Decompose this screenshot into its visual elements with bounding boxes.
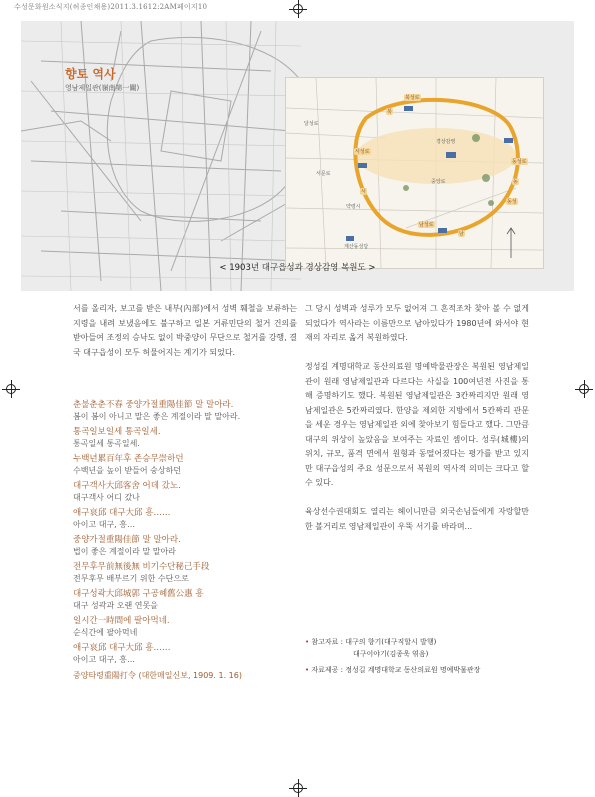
map-label-c: 중앙로 (431, 179, 446, 185)
poem-line-original: 중양가절重陽佳節 말 말아라. (73, 535, 181, 545)
poem-stanza (73, 400, 303, 665)
section-title: 향토 역사 (65, 67, 116, 81)
poem-line-original: 누백년累百年후 존승무崇하던 (73, 454, 184, 464)
poem-line-original: 일시간一時間에 팔아먹네. (73, 616, 170, 626)
reference-line-1 (305, 636, 480, 648)
provider-label: 자료제공 : (311, 666, 344, 674)
reference-item-1: 대구의 향기(대구직할시 발행) (345, 638, 437, 646)
right-paragraph-3: 육상선수권대회도 열리는 헤이니만큼 외국손님들에게 자랑할만한 볼거리로 영남제일관이 우뚝 서기를 바라며... (305, 507, 529, 531)
poem-line-original: 대구성곽大邱城郭 구공혜舊公惠 흥 (73, 589, 204, 599)
right-column (305, 302, 529, 549)
poem-line-translation: 아이고 대구, 흥… (73, 520, 135, 529)
map-tag-gate-s: 남 (459, 231, 464, 237)
references-block (305, 636, 480, 676)
map-caption: < 1903년 대구읍성과 경상감영 복원도 > (219, 263, 376, 273)
map-label-b: 서문로 (316, 171, 331, 177)
poem-line-translation: 대구 성곽과 오랜 연못을 (73, 601, 158, 610)
poem-line-translation: 순식간에 팔아먹네 (73, 628, 138, 637)
section-subtitle: 영남제일관(嶺南第一關) (65, 84, 140, 92)
map-tag-east: 동성로 (512, 159, 527, 165)
poem-line-original: 대구객사大邱客舍 어데 갔노. (73, 481, 181, 491)
registration-mark-right (575, 380, 593, 398)
map-tag-north: 북성로 (405, 95, 420, 101)
map-label-e: 경상감영 (436, 139, 456, 145)
bullet-icon: • (305, 638, 310, 646)
poem-line-original: 애구哀邱 대구大邱 흥…… (73, 643, 171, 653)
left-column (73, 302, 297, 375)
reference-label: 참고자료 : (311, 638, 344, 646)
bullet-icon: • (305, 666, 310, 674)
map-label-a: 달성로 (304, 121, 319, 127)
poem-line-translation: 아이고 대구, 흥… (73, 655, 135, 664)
registration-mark-bottom (289, 779, 307, 797)
poem-line-original: 춘불춘춘不春 중양가절重陽佳節 말 말아라. (73, 400, 234, 410)
map-tag-gate-n: 북 (387, 109, 392, 115)
right-paragraph-2: 정성길 계명대학교 동산의료원 명예박물관장은 복원된 영남제일관이 원래 영남제일관과 다르다는 사실을 100여년전 사진을 통해 증명하기도 했다. 복원된 영남제일관은 3칸짜리지만 원래 영남제일관은 5칸짜리였다. 한양을 제외한 지방에서 5칸짜리 관문을 세운 경우는 영남제일관 외에 찾아보기 힘들다고 했다. 그만큼 대구의 위상이 높았음을 보여주는 자료인 셈이다. 성루(城樓)의 위치, 규모, 품격 면에서 원형과 동떨어졌다는 평가를 받고 있지만 대구읍성의 주요 성문으로서 복원의 역사적 의미는 크다고 할 수 있다. (305, 362, 529, 487)
registration-mark-top (289, 0, 307, 18)
map-label-d: 약령시 (346, 204, 361, 210)
poem-line-original: 애구哀邱 대구大邱 흥…… (73, 508, 171, 518)
poem-line-original: 통곡일보일세 통곡일세. (73, 427, 161, 437)
poem-line-translation: 봄이 봄이 아니고 말은 좋은 계절이라 말 말아라. (73, 412, 241, 421)
map-tag-west: 서성로 (355, 149, 370, 155)
poem-source: 중양타령重陽打令 (대한매일신보, 1909. 1. 16) (73, 671, 242, 680)
left-paragraph: 서를 올리자, 보고를 받은 내부(內部)에서 성벽 훼철을 보류하는 지령을 내려 보냈음에도 불구하고 일본 거류민단의 철거 건의를 받아들여 조정의 승낙도 없이 박중양이 무단으로 철거를 강행, 결국 대구읍성이 모두 허물어지는 계기가 되었다. (73, 304, 297, 357)
reference-line-2 (305, 648, 480, 660)
provider-name: 정성길 계명대학교 동산의료원 명예박물관장 (345, 666, 481, 674)
map-tag-gate-e: 동 (513, 179, 518, 185)
poem-line-translation: 통곡일세 통곡일세. (73, 439, 140, 448)
poem-line-translation: 수백년을 높이 받들어 숭상하던 (73, 466, 182, 475)
restoration-map-inset (285, 77, 544, 269)
registration-mark-left (2, 380, 20, 398)
map-tag-south: 남성로 (419, 222, 434, 228)
running-header: 수성문화원소식지(허종인채용)2011.3.1612:2AM페이지10 (14, 3, 208, 11)
poem-block (73, 400, 303, 681)
right-paragraph-1: 그 당시 성벽과 성루가 모두 없어져 그 흔적조차 찾아 볼 수 없게 되었다가 역사라는 이름만으로 남아있다가 1980년에 와서야 현재의 자리로 옮겨 복원하였다. (305, 304, 529, 342)
poem-line-original: 전무후무前無後無 비기수단秘己手段 (73, 562, 210, 572)
hero-map-panel (21, 21, 574, 291)
map-tag-east-2: 동성 (507, 199, 517, 205)
provider-line (305, 664, 480, 676)
poem-line-translation: 전무후무 배부르기 위한 수단으로 (73, 574, 189, 583)
reference-item-2: 대구이야기(김종욱 엮음) (353, 650, 429, 658)
poem-line-translation: 대구객사 어디 갔나 (73, 493, 140, 502)
map-tag-gate-w: 서 (361, 189, 366, 195)
poem-line-translation: 법이 좋은 계절이라 말 말아라 (73, 547, 176, 556)
map-label-f: 계산동성당 (344, 244, 369, 250)
